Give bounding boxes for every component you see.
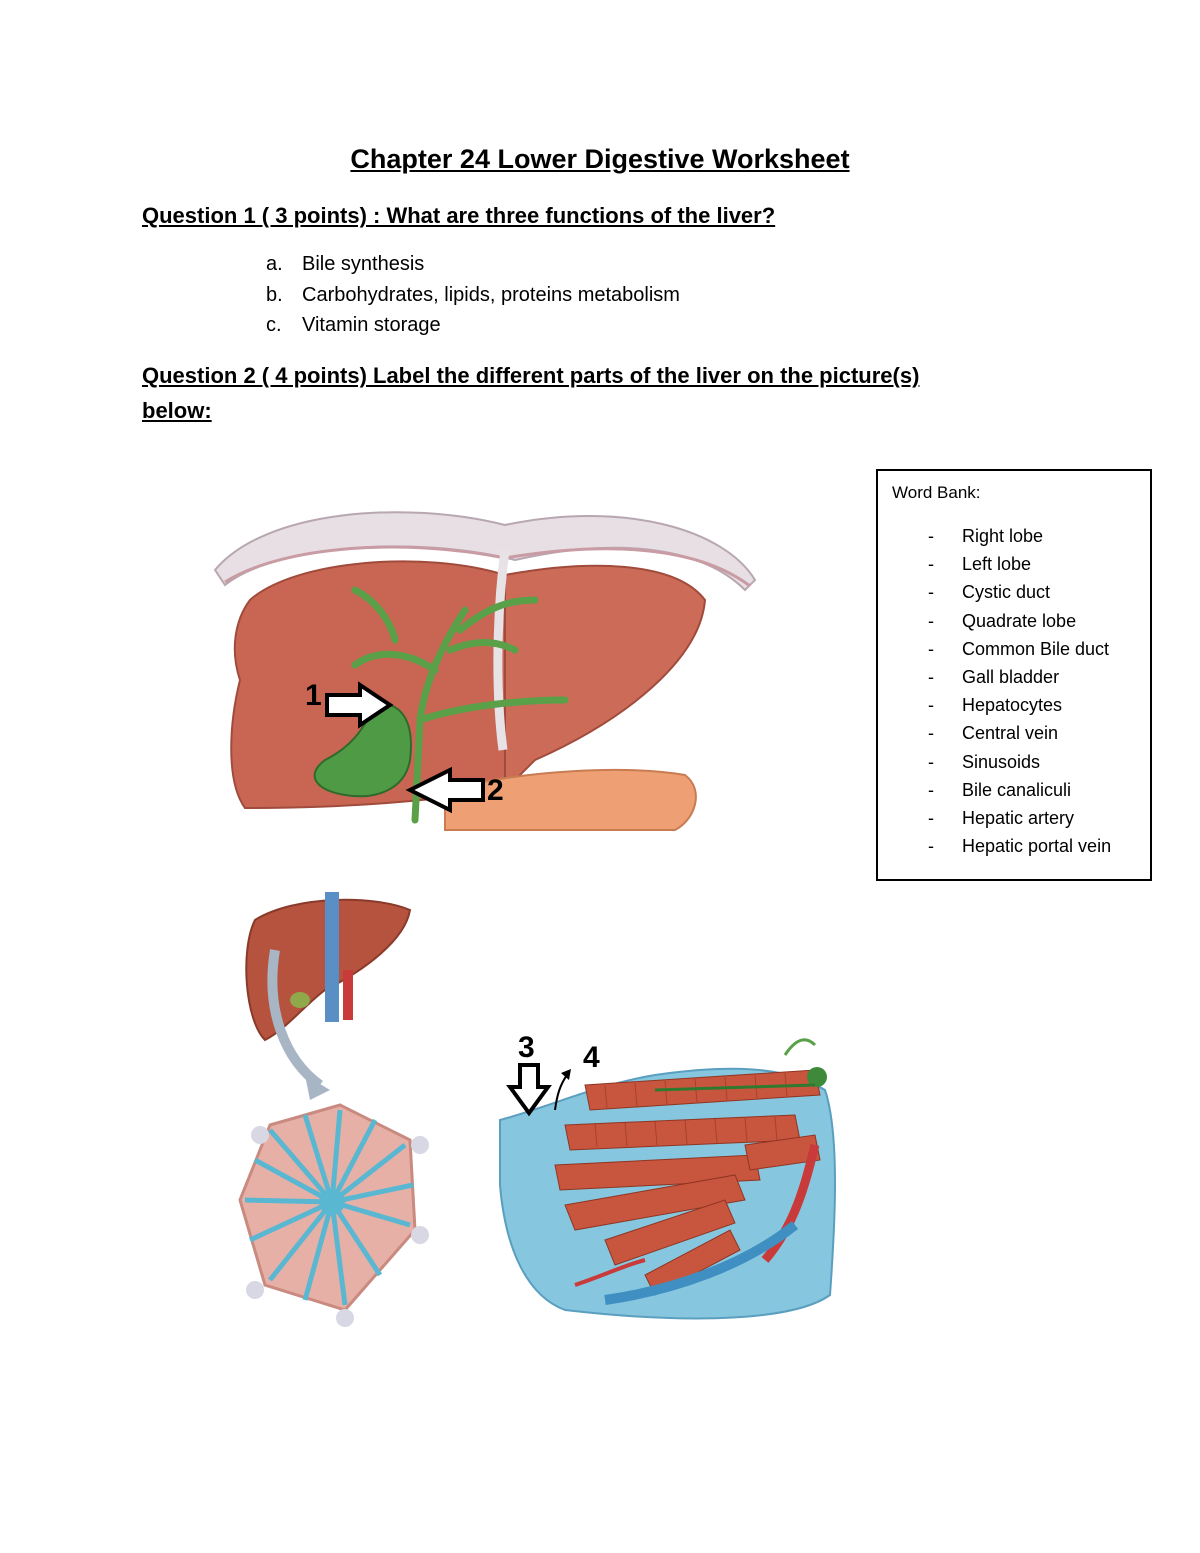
label-number-2: 2 xyxy=(487,774,504,807)
answer-b-text: Carbohydrates, lipids, proteins metabolism xyxy=(302,284,680,306)
label-number-4: 4 xyxy=(583,1041,600,1074)
answer-c-text: Vitamin storage xyxy=(302,314,441,336)
liver-anterior-illustration xyxy=(205,490,765,835)
label-number-1: 1 xyxy=(305,679,322,712)
answer-a-letter: a. xyxy=(266,253,283,275)
question-2-heading-line1: Question 2 ( 4 points) Label the different parts of the liver on the picture(s) xyxy=(142,363,920,388)
question-2-heading-line2: below: xyxy=(142,398,212,423)
word-bank: Word Bank: - Right lobe - Left lobe - Cystic duct - Quadrate lobe - Common Bile duct - Gall bladder - Hepatocytes - Central vein - Sinusoids - Bile canaliculi - Hepatic artery - Hepatic portal vein xyxy=(876,469,1152,881)
label-number-3: 3 xyxy=(518,1031,535,1064)
answer-b xyxy=(266,284,680,307)
answer-a xyxy=(266,253,424,276)
arrow-3-icon xyxy=(510,1065,548,1113)
liver-lobule-illustration xyxy=(225,890,455,1335)
answer-c-letter: c. xyxy=(266,314,282,336)
answer-c xyxy=(266,314,441,337)
answer-b-letter: b. xyxy=(266,284,283,306)
worksheet-title: Chapter 24 Lower Digestive Worksheet xyxy=(350,144,850,174)
question-1-heading: Question 1 ( 3 points) : What are three functions of the liver? xyxy=(142,203,776,228)
hepatic-plates-illustration xyxy=(495,1025,845,1325)
word-bank-title: Word Bank: xyxy=(892,483,981,502)
answer-a-text: Bile synthesis xyxy=(302,253,425,275)
